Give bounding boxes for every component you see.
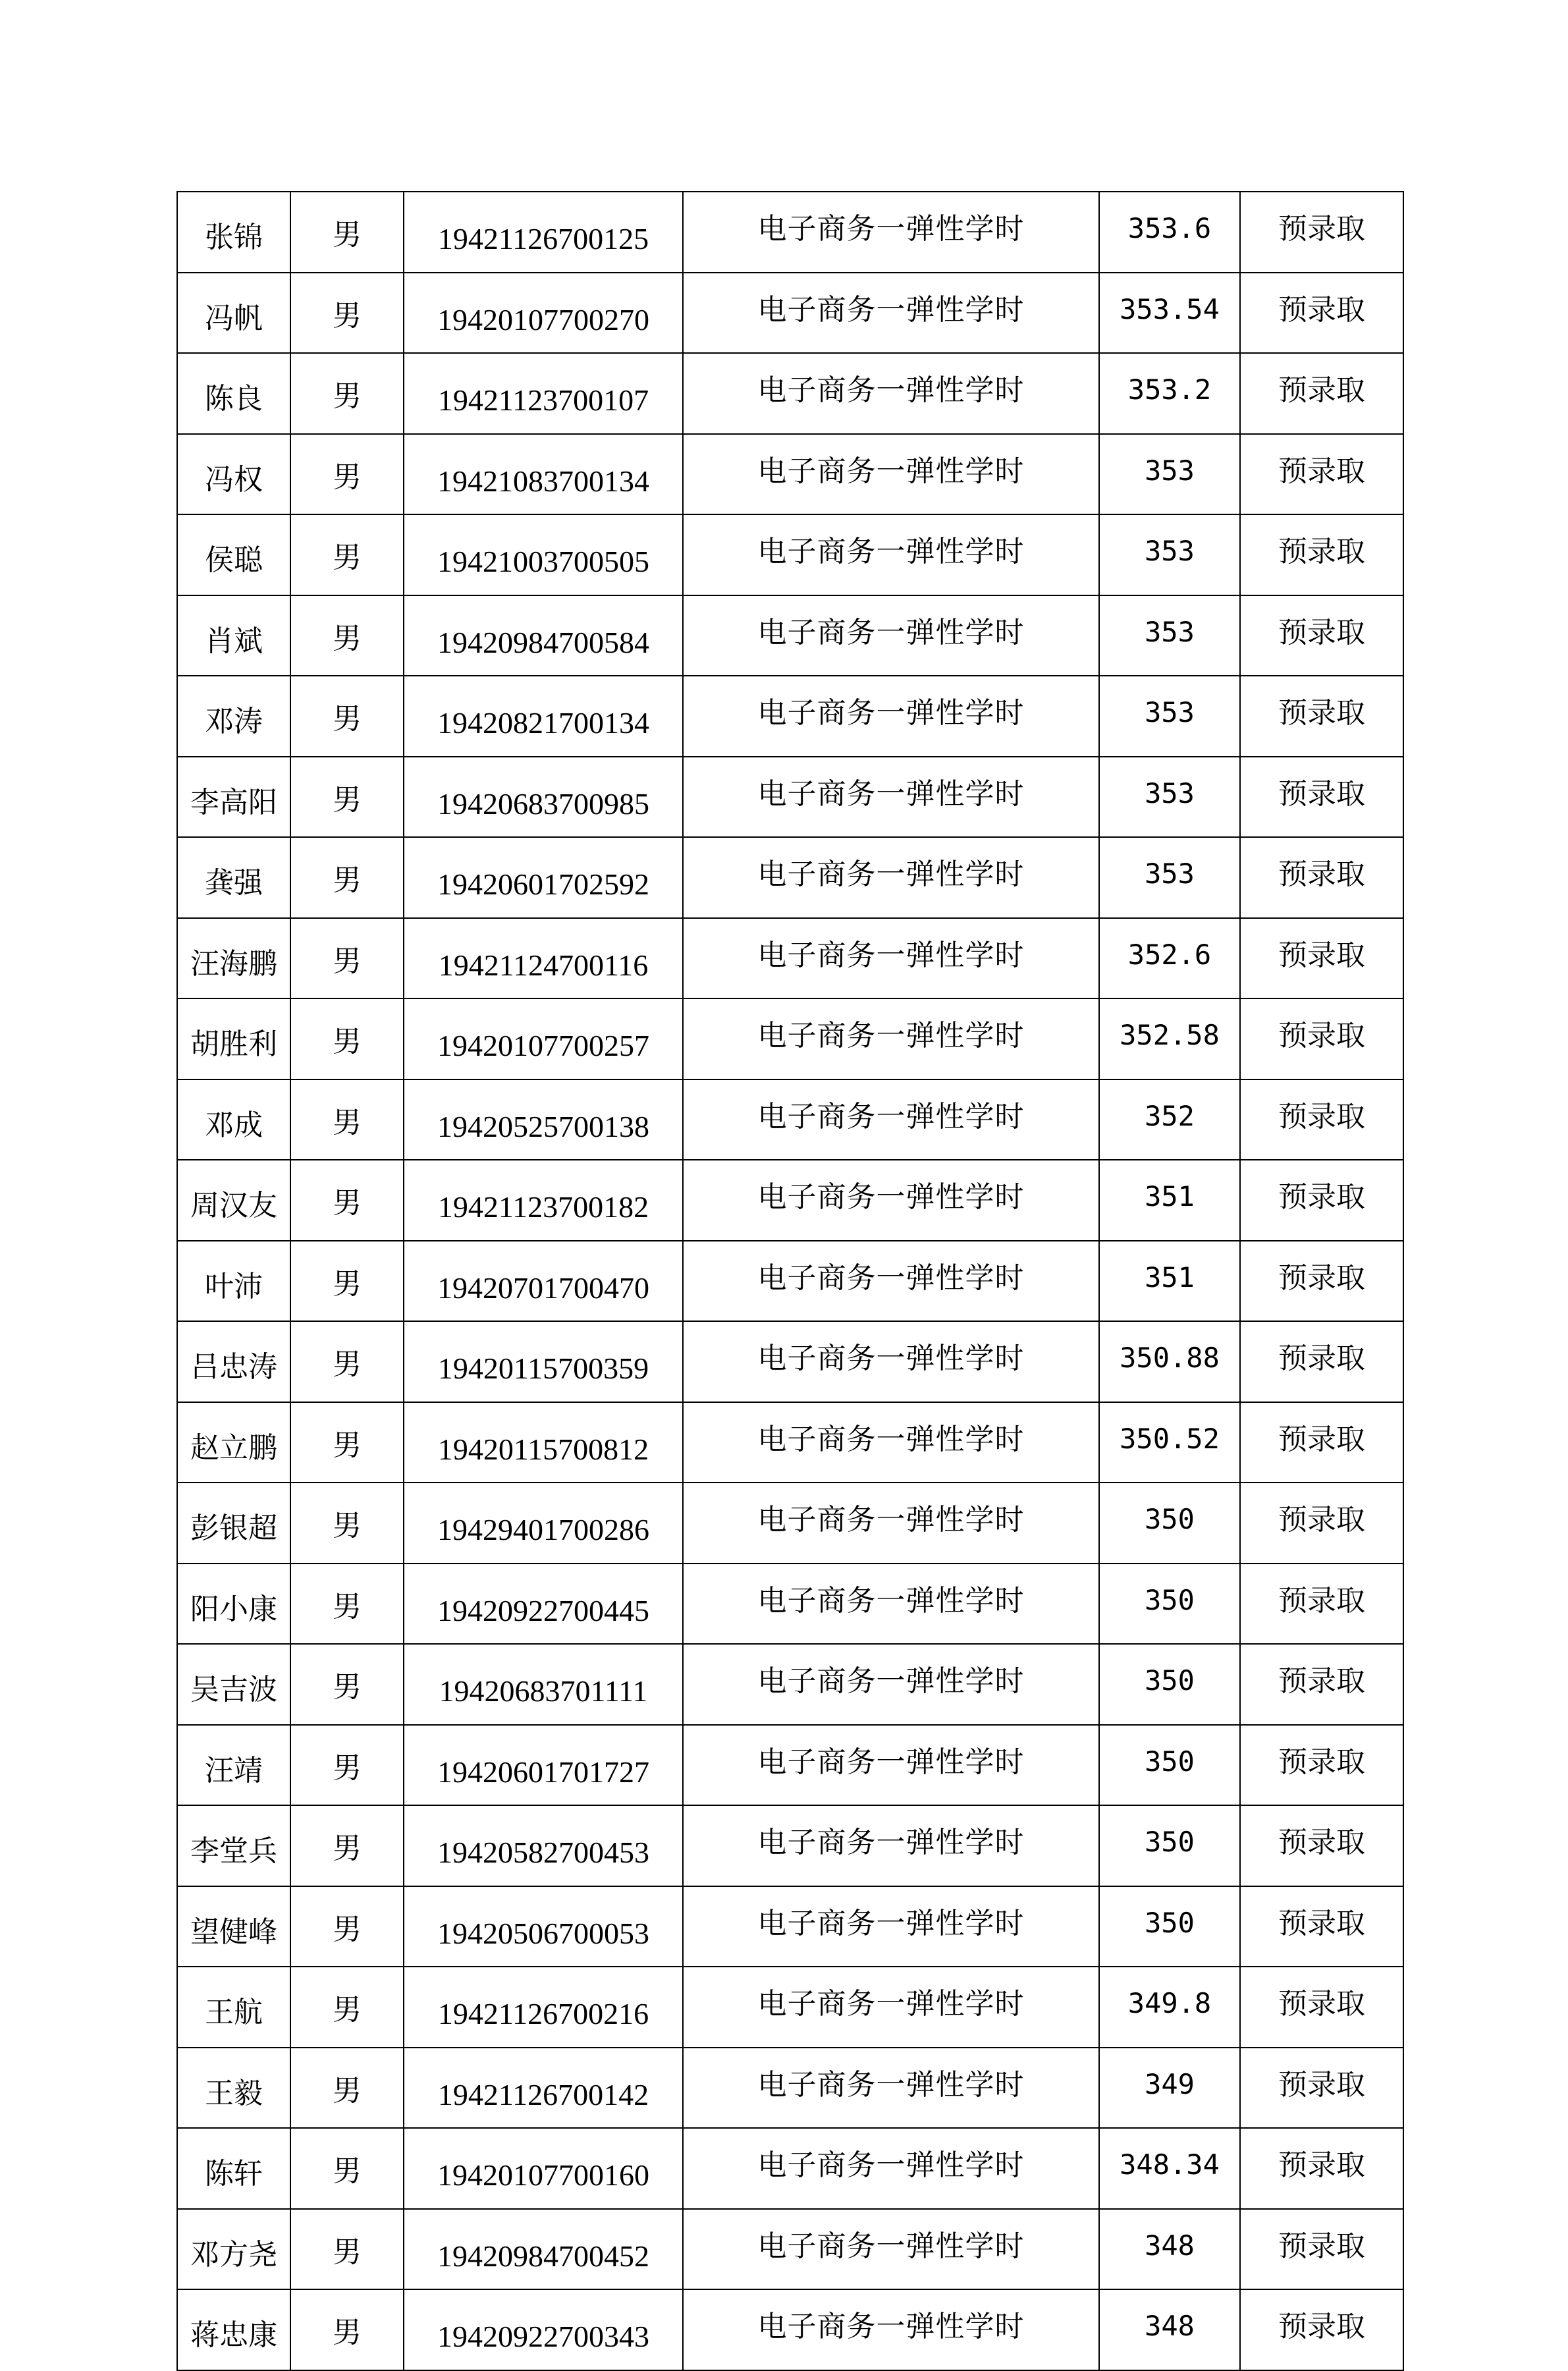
major-cell: 电子商务一弹性学时 [683,192,1099,273]
status-cell: 预录取 [1240,192,1403,273]
student-name-cell: 李堂兵 [177,1805,290,1886]
major-cell: 电子商务一弹性学时 [683,998,1099,1079]
status-cell: 预录取 [1240,595,1403,676]
exam-id-cell: 19420922700445 [404,1564,683,1645]
status-cell: 预录取 [1240,353,1403,434]
exam-id-cell: 19420107700270 [404,273,683,354]
table-row [177,918,1403,999]
major-cell: 电子商务一弹性学时 [683,595,1099,676]
gender-cell: 男 [290,1483,404,1564]
gender-cell: 男 [290,1402,404,1483]
score-cell: 353.6 [1099,192,1240,273]
table-row [177,998,1403,1079]
score-cell: 353.2 [1099,353,1240,434]
major-cell: 电子商务一弹性学时 [683,1805,1099,1886]
score-cell: 350 [1099,1483,1240,1564]
score-cell: 348.34 [1099,2128,1240,2209]
score-cell: 353 [1099,595,1240,676]
student-name-cell: 周汉友 [177,1160,290,1241]
status-cell: 预录取 [1240,1160,1403,1241]
table-row [177,837,1403,918]
score-cell: 348 [1099,2209,1240,2290]
major-cell: 电子商务一弹性学时 [683,2289,1099,2370]
student-name-cell: 邓方尧 [177,2209,290,2290]
status-cell: 预录取 [1240,1402,1403,1483]
score-cell: 353 [1099,837,1240,918]
status-cell: 预录取 [1240,1967,1403,2048]
exam-id-cell: 19421126700216 [404,1967,683,2048]
gender-cell: 男 [290,1886,404,1967]
gender-cell: 男 [290,353,404,434]
status-cell: 预录取 [1240,676,1403,757]
table-row [177,353,1403,434]
student-name-cell: 侯聪 [177,514,290,595]
exam-id-cell: 19421126700125 [404,192,683,273]
table-row [177,757,1403,838]
exam-id-cell: 19420506700053 [404,1886,683,1967]
score-cell: 353 [1099,514,1240,595]
student-name-cell: 赵立鹏 [177,1402,290,1483]
table-row [177,2209,1403,2290]
status-cell: 预录取 [1240,1241,1403,1322]
score-cell: 350 [1099,1564,1240,1645]
status-cell: 预录取 [1240,273,1403,354]
status-cell: 预录取 [1240,1644,1403,1725]
score-cell: 350 [1099,1644,1240,1725]
table-row [177,192,1403,273]
score-cell: 350 [1099,1805,1240,1886]
exam-id-cell: 19421003700505 [404,514,683,595]
gender-cell: 男 [290,1321,404,1402]
admission-table [176,191,1404,2371]
exam-id-cell: 19420821700134 [404,676,683,757]
table-row [177,1725,1403,1806]
score-cell: 350 [1099,1886,1240,1967]
major-cell: 电子商务一弹性学时 [683,1079,1099,1160]
major-cell: 电子商务一弹性学时 [683,1644,1099,1725]
major-cell: 电子商务一弹性学时 [683,1402,1099,1483]
major-cell: 电子商务一弹性学时 [683,353,1099,434]
status-cell: 预录取 [1240,998,1403,1079]
table-row [177,434,1403,515]
table-row [177,1644,1403,1725]
table-row [177,1967,1403,2048]
status-cell: 预录取 [1240,1886,1403,1967]
major-cell: 电子商务一弹性学时 [683,273,1099,354]
score-cell: 353 [1099,757,1240,838]
student-name-cell: 冯帆 [177,273,290,354]
student-name-cell: 王航 [177,1967,290,2048]
major-cell: 电子商务一弹性学时 [683,1886,1099,1967]
table-row [177,2128,1403,2209]
status-cell: 预录取 [1240,918,1403,999]
status-cell: 预录取 [1240,1805,1403,1886]
exam-id-cell: 19420984700452 [404,2209,683,2290]
student-name-cell: 陈良 [177,353,290,434]
table-row [177,595,1403,676]
gender-cell: 男 [290,2209,404,2290]
status-cell: 预录取 [1240,2128,1403,2209]
status-cell: 预录取 [1240,434,1403,515]
student-name-cell: 肖斌 [177,595,290,676]
major-cell: 电子商务一弹性学时 [683,2048,1099,2129]
exam-id-cell: 19420115700359 [404,1321,683,1402]
gender-cell: 男 [290,192,404,273]
exam-id-cell: 19420582700453 [404,1805,683,1886]
student-name-cell: 王毅 [177,2048,290,2129]
student-name-cell: 汪海鹏 [177,918,290,999]
gender-cell: 男 [290,2128,404,2209]
gender-cell: 男 [290,1805,404,1886]
major-cell: 电子商务一弹性学时 [683,1160,1099,1241]
score-cell: 350 [1099,1725,1240,1806]
student-name-cell: 邓涛 [177,676,290,757]
exam-id-cell: 19420922700343 [404,2289,683,2370]
score-cell: 350.88 [1099,1321,1240,1402]
status-cell: 预录取 [1240,1321,1403,1402]
major-cell: 电子商务一弹性学时 [683,514,1099,595]
exam-id-cell: 19421123700182 [404,1160,683,1241]
table-row [177,1241,1403,1322]
major-cell: 电子商务一弹性学时 [683,2128,1099,2209]
score-cell: 351 [1099,1241,1240,1322]
table-row [177,1079,1403,1160]
exam-id-cell: 19429401700286 [404,1483,683,1564]
student-name-cell: 叶沛 [177,1241,290,1322]
gender-cell: 男 [290,595,404,676]
gender-cell: 男 [290,1160,404,1241]
table-row [177,1402,1403,1483]
status-cell: 预录取 [1240,2209,1403,2290]
table-row [177,1160,1403,1241]
student-name-cell: 汪靖 [177,1725,290,1806]
table-row [177,1564,1403,1645]
gender-cell: 男 [290,273,404,354]
major-cell: 电子商务一弹性学时 [683,1564,1099,1645]
major-cell: 电子商务一弹性学时 [683,2209,1099,2290]
exam-id-cell: 19420115700812 [404,1402,683,1483]
status-cell: 预录取 [1240,837,1403,918]
gender-cell: 男 [290,1079,404,1160]
exam-id-cell: 19420601701727 [404,1725,683,1806]
status-cell: 预录取 [1240,1564,1403,1645]
gender-cell: 男 [290,1564,404,1645]
major-cell: 电子商务一弹性学时 [683,757,1099,838]
exam-id-cell: 19420601702592 [404,837,683,918]
exam-id-cell: 19420701700470 [404,1241,683,1322]
student-name-cell: 冯权 [177,434,290,515]
gender-cell: 男 [290,1725,404,1806]
exam-id-cell: 19421083700134 [404,434,683,515]
student-name-cell: 吴吉波 [177,1644,290,1725]
major-cell: 电子商务一弹性学时 [683,676,1099,757]
score-cell: 348 [1099,2289,1240,2370]
gender-cell: 男 [290,1967,404,2048]
table-row [177,1805,1403,1886]
gender-cell: 男 [290,1644,404,1725]
score-cell: 352 [1099,1079,1240,1160]
score-cell: 350.52 [1099,1402,1240,1483]
student-name-cell: 吕忠涛 [177,1321,290,1402]
exam-id-cell: 19421126700142 [404,2048,683,2129]
status-cell: 预录取 [1240,1725,1403,1806]
major-cell: 电子商务一弹性学时 [683,1483,1099,1564]
student-name-cell: 邓成 [177,1079,290,1160]
table-row [177,2289,1403,2370]
student-name-cell: 望健峰 [177,1886,290,1967]
gender-cell: 男 [290,514,404,595]
score-cell: 349 [1099,2048,1240,2129]
score-cell: 352.6 [1099,918,1240,999]
table-row [177,2048,1403,2129]
exam-id-cell: 19420525700138 [404,1079,683,1160]
gender-cell: 男 [290,676,404,757]
major-cell: 电子商务一弹性学时 [683,918,1099,999]
table-row [177,1483,1403,1564]
exam-id-cell: 19420984700584 [404,595,683,676]
student-name-cell: 张锦 [177,192,290,273]
table-row [177,1321,1403,1402]
major-cell: 电子商务一弹性学时 [683,1241,1099,1322]
exam-id-cell: 19420107700160 [404,2128,683,2209]
score-cell: 353 [1099,434,1240,515]
status-cell: 预录取 [1240,757,1403,838]
gender-cell: 男 [290,1241,404,1322]
student-name-cell: 龚强 [177,837,290,918]
exam-id-cell: 19420107700257 [404,998,683,1079]
score-cell: 353.54 [1099,273,1240,354]
major-cell: 电子商务一弹性学时 [683,1967,1099,2048]
student-name-cell: 胡胜利 [177,998,290,1079]
score-cell: 349.8 [1099,1967,1240,2048]
table-row [177,273,1403,354]
status-cell: 预录取 [1240,514,1403,595]
major-cell: 电子商务一弹性学时 [683,1725,1099,1806]
major-cell: 电子商务一弹性学时 [683,1321,1099,1402]
exam-id-cell: 19420683701111 [404,1644,683,1725]
major-cell: 电子商务一弹性学时 [683,837,1099,918]
gender-cell: 男 [290,998,404,1079]
gender-cell: 男 [290,2289,404,2370]
table-row [177,514,1403,595]
admission-table-body [177,192,1403,2370]
status-cell: 预录取 [1240,1079,1403,1160]
exam-id-cell: 19421123700107 [404,353,683,434]
student-name-cell: 彭银超 [177,1483,290,1564]
gender-cell: 男 [290,918,404,999]
gender-cell: 男 [290,757,404,838]
gender-cell: 男 [290,837,404,918]
table-row [177,1886,1403,1967]
student-name-cell: 阳小康 [177,1564,290,1645]
table-row [177,676,1403,757]
exam-id-cell: 19421124700116 [404,918,683,999]
score-cell: 353 [1099,676,1240,757]
student-name-cell: 李高阳 [177,757,290,838]
exam-id-cell: 19420683700985 [404,757,683,838]
score-cell: 351 [1099,1160,1240,1241]
major-cell: 电子商务一弹性学时 [683,434,1099,515]
student-name-cell: 陈轩 [177,2128,290,2209]
status-cell: 预录取 [1240,1483,1403,1564]
status-cell: 预录取 [1240,2048,1403,2129]
gender-cell: 男 [290,434,404,515]
gender-cell: 男 [290,2048,404,2129]
score-cell: 352.58 [1099,998,1240,1079]
status-cell: 预录取 [1240,2289,1403,2370]
student-name-cell: 蒋忠康 [177,2289,290,2370]
